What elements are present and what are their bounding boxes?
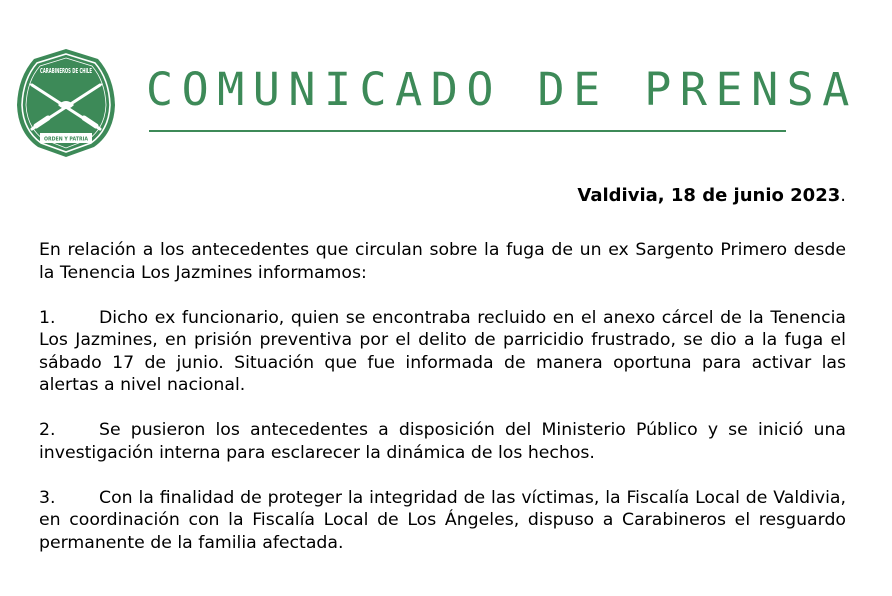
list-item <box>39 307 846 397</box>
carabineros-emblem-icon <box>14 47 118 159</box>
list-item <box>39 487 846 555</box>
item-number: 3. <box>39 487 56 508</box>
emblem-motto-text: ORDEN Y PATRIA <box>44 136 89 143</box>
intro-paragraph: En relación a los antecedentes que circulan sobre la fuga de un ex Sargento Primero desde la Tenencia Los Jazmines informamos: <box>39 240 846 283</box>
press-release-header <box>0 0 892 165</box>
emblem-top-text: CARABINEROS DE CHILE <box>40 67 93 75</box>
item-number: 1. <box>39 307 56 328</box>
item-text: Dicho ex funcionario, quien se encontraba recluido en el anexo cárcel de la Tenencia Los Jazmines, en prisión preventiva por el delito de parricidio frustrado, se dio a la fuga el sábado 17 de junio. Situación que fue informada de manera oportuna para activar las alertas a nivel nacional. <box>39 307 846 395</box>
item-number: 2. <box>39 420 56 440</box>
press-release-body <box>39 239 846 577</box>
page-title: COMUNICADO DE PRENSA <box>146 63 858 116</box>
item-text: Con la finalidad de proteger la integridad de las víctimas, la Fiscalía Local de Valdivia, en coordinación con la Fiscalía Local de Los Ángeles, dispuso a Carabineros el resguardo permanente de la familia afectada. <box>39 487 846 553</box>
title-divider <box>149 130 786 132</box>
dateline-suffix: . <box>840 185 846 206</box>
dateline-text: Valdivia, 18 de junio 2023 <box>577 185 841 206</box>
dateline <box>577 183 846 209</box>
item-text: Se pusieron los antecedentes a disposición del Ministerio Público y se inició una investigación interna para esclarecer la dinámica de los hechos. <box>39 420 846 463</box>
list-item <box>39 419 846 464</box>
